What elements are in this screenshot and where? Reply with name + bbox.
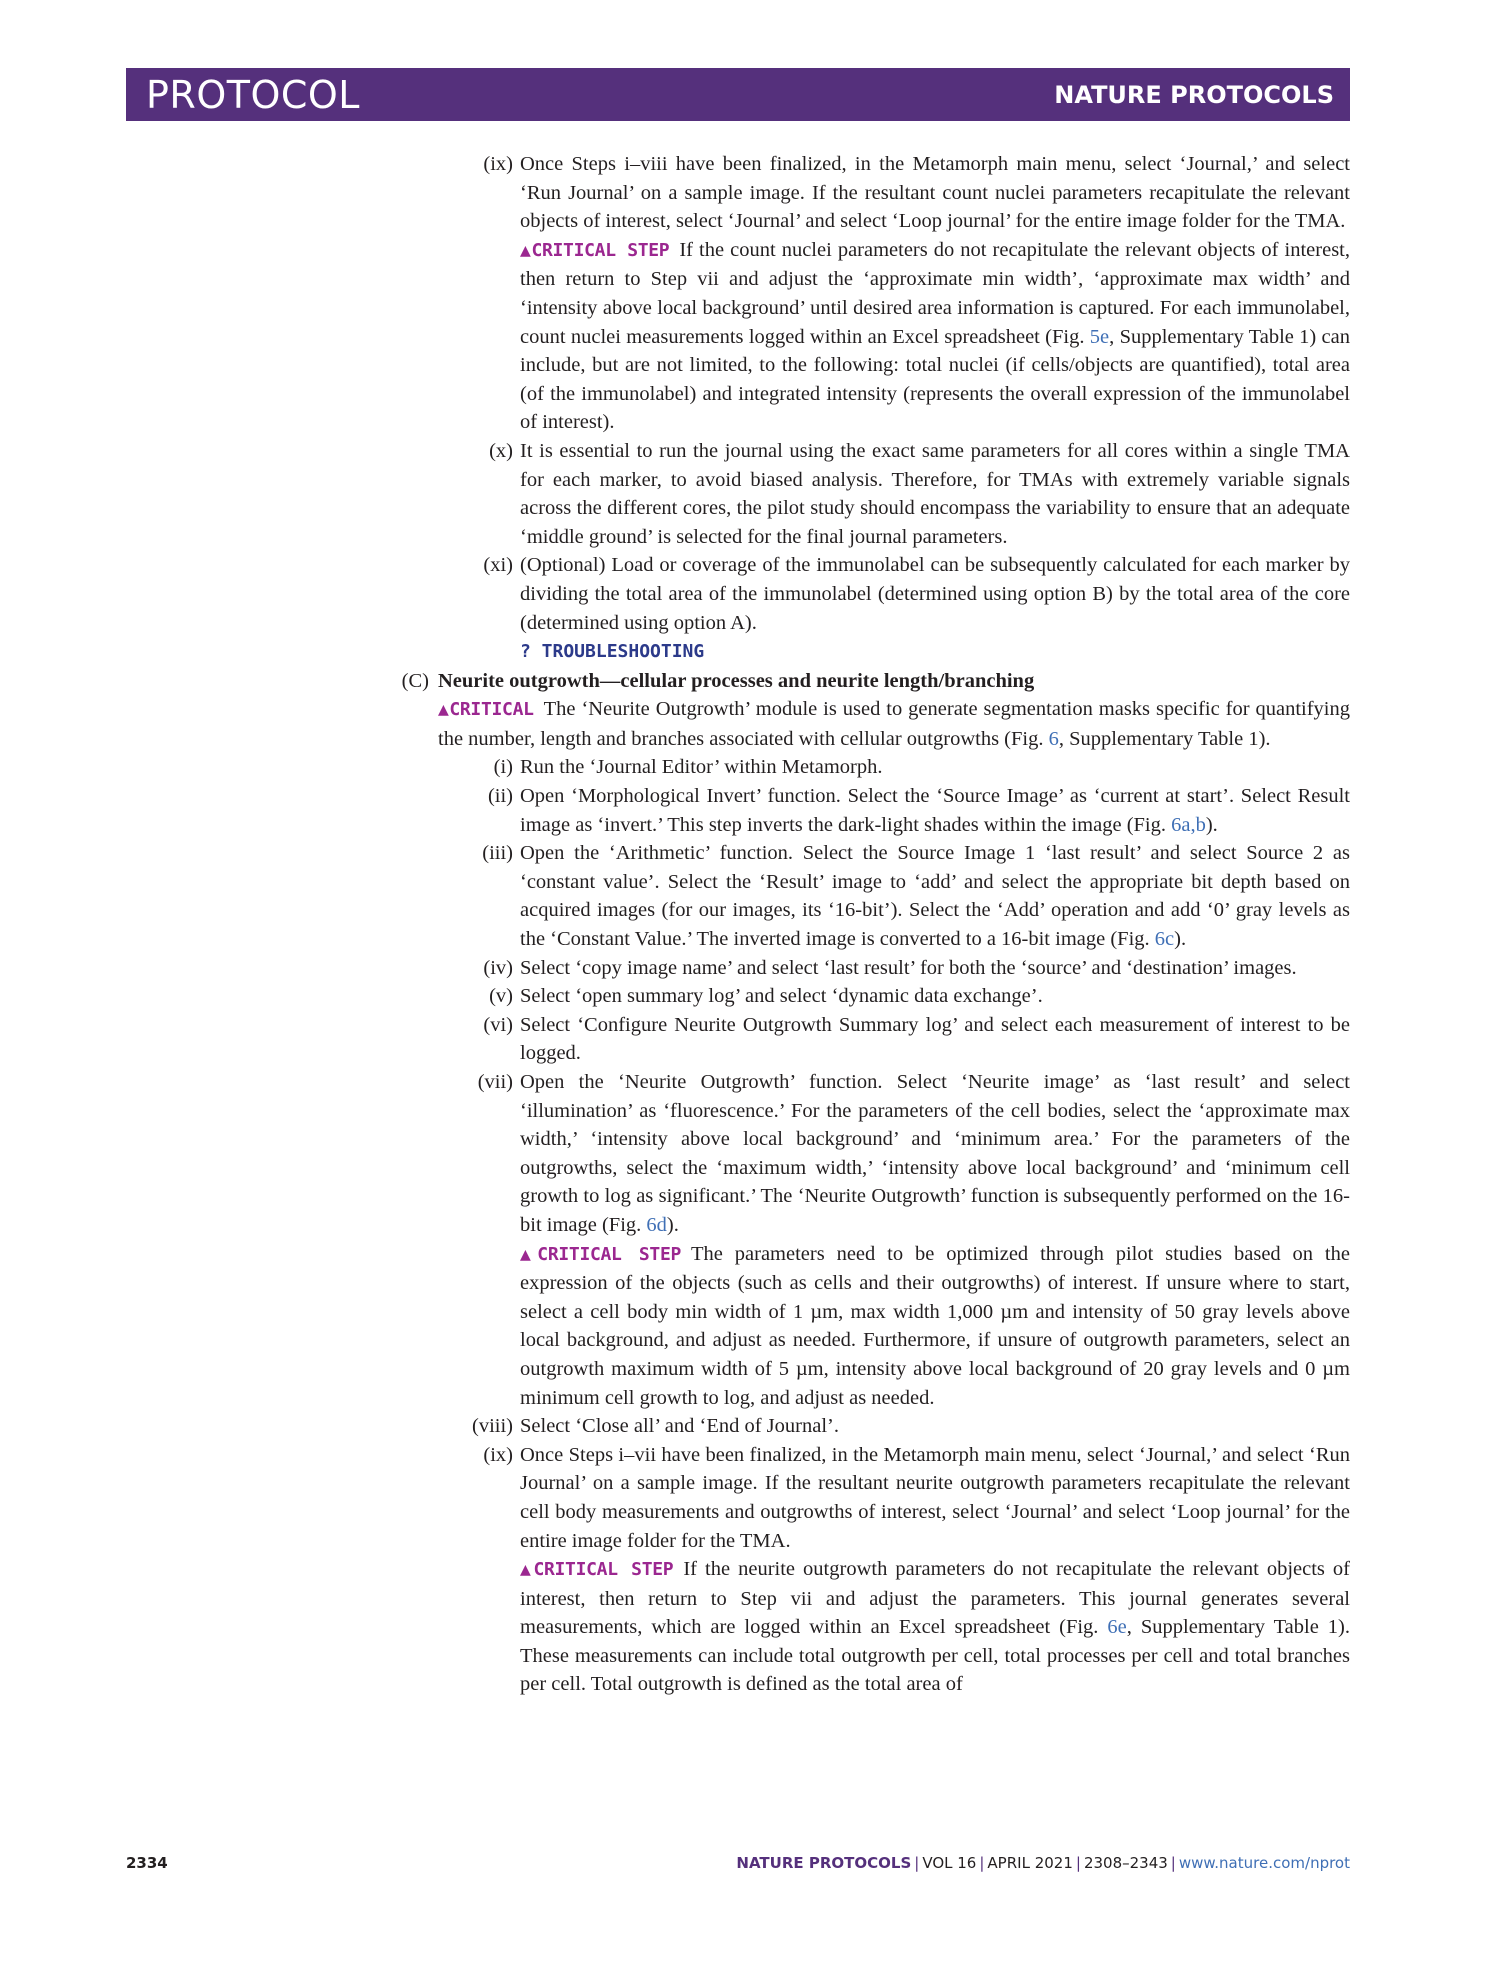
critical-step-label: ▲CRITICAL STEP <box>520 1559 674 1581</box>
critical-text-a: If the count nuclei parameters do not recapitulate the relevant objects of interest, then return to Step vii and adjust the ‘approximate min width’, ‘approximate max width’ and ‘intensity above local background’ until desired area information is captured. For each immunolabel, count nuclei measurements logged within an Excel spreadsheet (Fig. <box>520 238 1350 348</box>
page-header <box>126 68 1350 121</box>
step-number: (i) <box>493 756 513 779</box>
step-text-a: Open the ‘Arithmetic’ function. Select the Source Image 1 ‘last result’ and select Source 2 as ‘constant value’. Select the ‘Result’ image to ‘add’ and select the appropriate bit depth based on acquired images (for our images, its ‘16-bit’). Select the ‘Add’ operation and add ‘0’ gray levels as the ‘Constant Value.’ The inverted image is converted to a 16-bit image (Fig. <box>520 842 1350 951</box>
step-c-ii <box>438 782 1350 839</box>
section-number: (C) <box>401 669 429 692</box>
critical-note <box>386 695 1350 753</box>
step-text <box>520 1068 1350 1240</box>
critical-label: ▲CRITICAL <box>438 699 534 721</box>
step-text: (Optional) Load or coverage of the immunolabel can be subsequently calculated for each marker by dividing the total area of the immunolabel (determined using option B) by the total area of the core (determined using option A). <box>520 554 1350 634</box>
step-number: (v) <box>489 985 513 1008</box>
step-number: (vii) <box>477 1071 513 1093</box>
critical-text: The parameters need to be optimized through pilot studies based on the expression of the objects (such as cells and their outgrowths) of interest. If unsure where to start, select a cell body min width of 1 µm, max width 1,000 µm and intensity of 50 gray levels above local background, and adjust as needed. Furthermore, if unsure of outgrowth parameters, select an outgrowth maximum width of 5 µm, intensity above local background of 20 gray levels and 0 µm minimum cell growth to log, and adjust as needed. <box>520 1242 1350 1409</box>
footer-citation <box>736 1854 1350 1872</box>
step-c-vii <box>438 1068 1350 1412</box>
footer-separator: | <box>1170 1854 1176 1872</box>
step-text-b: ). <box>1205 813 1218 836</box>
section-label: PROTOCOL <box>146 73 360 117</box>
critical-text-b: , Supplementary Table 1) can include, but are not limited, to the following: total nuclei (if cells/objects are quantified), total area (of the immunolabel) and integrated intensity (represents the overall expression of the immunolabel of interest). <box>520 325 1351 434</box>
footer-volume: VOL 16 <box>922 1854 977 1872</box>
section-heading: Neurite outgrowth—cellular processes and neurite length/branching <box>438 669 1035 692</box>
step-text: Select ‘copy image name’ and select ‘last result’ for both the ‘source’ and ‘destination’ images. <box>520 956 1297 979</box>
figure-link-6e[interactable]: 6e <box>1107 1616 1127 1639</box>
step-text: Select ‘open summary log’ and select ‘dynamic data exchange’. <box>520 985 1043 1008</box>
step-number: (viii) <box>472 1415 513 1438</box>
critical-text-a: The ‘Neurite Outgrowth’ module is used to generate segmentation masks specific for quantifying the number, length and branches associated with cellular outgrowths (Fig. <box>438 698 1350 750</box>
figure-link-6ab[interactable]: 6a,b <box>1171 813 1206 836</box>
step-c-iv <box>438 954 1350 983</box>
footer-url-link[interactable]: www.nature.com/nprot <box>1178 1854 1350 1872</box>
step-text-a: Open ‘Morphological Invert’ function. Select the ‘Source Image’ as ‘current at start’. Select Result image as ‘invert.’ This step inverts the dark-light shades within the image (Fig. <box>520 785 1350 836</box>
step-c-vi <box>438 1011 1350 1068</box>
step-number: (iii) <box>482 842 513 865</box>
step-b-ix <box>438 150 1350 437</box>
journal-label: NATURE PROTOCOLS <box>1054 81 1334 109</box>
step-text: It is essential to run the journal using the exact same parameters for all cores within a single TMA for each marker, to avoid biased analysis. Therefore, for TMAs with extremely variable signals across the different cores, the pilot study should encompass the variability to ensure that an adequate ‘middle ground’ is selected for the final journal parameters. <box>520 439 1350 548</box>
critical-step-label: ▲CRITICAL STEP <box>520 1243 682 1265</box>
step-c-v <box>438 982 1350 1011</box>
critical-step-note <box>520 1240 1350 1413</box>
troubleshooting-note <box>520 637 1350 667</box>
step-text: Once Steps i–vii have been finalized, in the Metamorph main menu, select ‘Journal,’ and select ‘Run Journal’ on a sample image. If the resultant neurite outgrowth parameters recapitulate the relevant cell body measurements and outgrowths of interest, select ‘Journal’ and select ‘Loop journal’ for the entire image folder for the TMA. <box>520 1443 1350 1552</box>
step-c-ix <box>438 1441 1350 1699</box>
step-b-xi <box>438 551 1350 666</box>
step-number: (iv) <box>483 956 513 979</box>
footer-separator: | <box>1075 1854 1081 1872</box>
step-text <box>520 782 1350 839</box>
section-c-steps <box>386 753 1350 1699</box>
footer-date: APRIL 2021 <box>987 1854 1073 1872</box>
step-text: Select ‘Close all’ and ‘End of Journal’. <box>520 1415 839 1438</box>
step-number: (x) <box>489 439 513 462</box>
figure-link-5e[interactable]: 5e <box>1089 325 1110 348</box>
critical-text-b: , Supplementary Table 1). These measurements can include total outgrowth per cell, total processes per cell and total branches per cell. Total outgrowth is defined as the total area of <box>520 1616 1351 1696</box>
section-c-heading-row <box>386 667 1350 696</box>
footer-pages: 2308–2343 <box>1083 1854 1168 1872</box>
step-b-x <box>438 437 1350 551</box>
step-text-b: ). <box>666 1213 679 1236</box>
figure-link-6c[interactable]: 6c <box>1154 928 1175 951</box>
section-c <box>386 667 1350 1699</box>
step-text-a: Open the ‘Neurite Outgrowth’ function. Select ‘Neurite image’ as ‘last result’ and select ‘illumination’ as ‘fluorescence.’ For the parameters of the cell bodies, select the ‘approximate max width,’ ‘intensity above local background’ and ‘minimum area.’ For the parameters of the outgrowths, select the ‘maximum width,’ ‘intensity above local background’ and ‘minimum cell growth to log as significant.’ The ‘Neurite Outgrowth’ function is subsequently performed on the 16-bit image (Fig. <box>520 1071 1350 1236</box>
step-text: Once Steps i–viii have been finalized, in the Metamorph main menu, select ‘Journal,’ and select ‘Run Journal’ on a sample image. If the resultant count nuclei parameters recapitulate the relevant objects of interest, select ‘Journal’ and select ‘Loop journal’ for the entire image folder for the TMA. <box>520 153 1350 233</box>
step-text: Select ‘Configure Neurite Outgrowth Summary log’ and select each measurement of interest to be logged. <box>520 1013 1350 1065</box>
step-number: (xi) <box>483 554 513 577</box>
footer-separator: | <box>914 1854 920 1872</box>
footer-separator: | <box>979 1854 985 1872</box>
step-c-iii <box>438 839 1350 953</box>
step-number: (ii) <box>487 785 513 808</box>
figure-link-6[interactable]: 6 <box>1048 727 1059 750</box>
step-number: (ix) <box>483 153 513 175</box>
critical-step-label: ▲CRITICAL STEP <box>520 239 670 261</box>
step-text-b: ). <box>1174 928 1187 951</box>
footer-journal: NATURE PROTOCOLS <box>736 1854 912 1872</box>
article-body <box>401 150 1351 1699</box>
step-text <box>520 839 1350 953</box>
troubleshooting-label[interactable]: ? TROUBLESHOOTING <box>520 641 705 663</box>
critical-text-a: If the neurite outgrowth parameters do not recapitulate the relevant objects of interest, then return to Step vii and adjust the parameters. This journal generates several measurements, which are logged within an Excel spreadsheet (Fig. <box>520 1558 1350 1639</box>
step-text: Run the ‘Journal Editor’ within Metamorph. <box>520 756 883 779</box>
page-number: 2334 <box>126 1854 168 1872</box>
critical-step-note <box>520 236 1350 437</box>
step-c-i <box>438 753 1350 782</box>
step-number: (vi) <box>483 1013 513 1036</box>
critical-step-note <box>520 1555 1350 1699</box>
step-number: (ix) <box>483 1443 513 1466</box>
critical-text-b: , Supplementary Table 1). <box>1058 727 1271 750</box>
figure-link-6d[interactable]: 6d <box>646 1213 667 1236</box>
step-c-viii <box>438 1412 1350 1441</box>
